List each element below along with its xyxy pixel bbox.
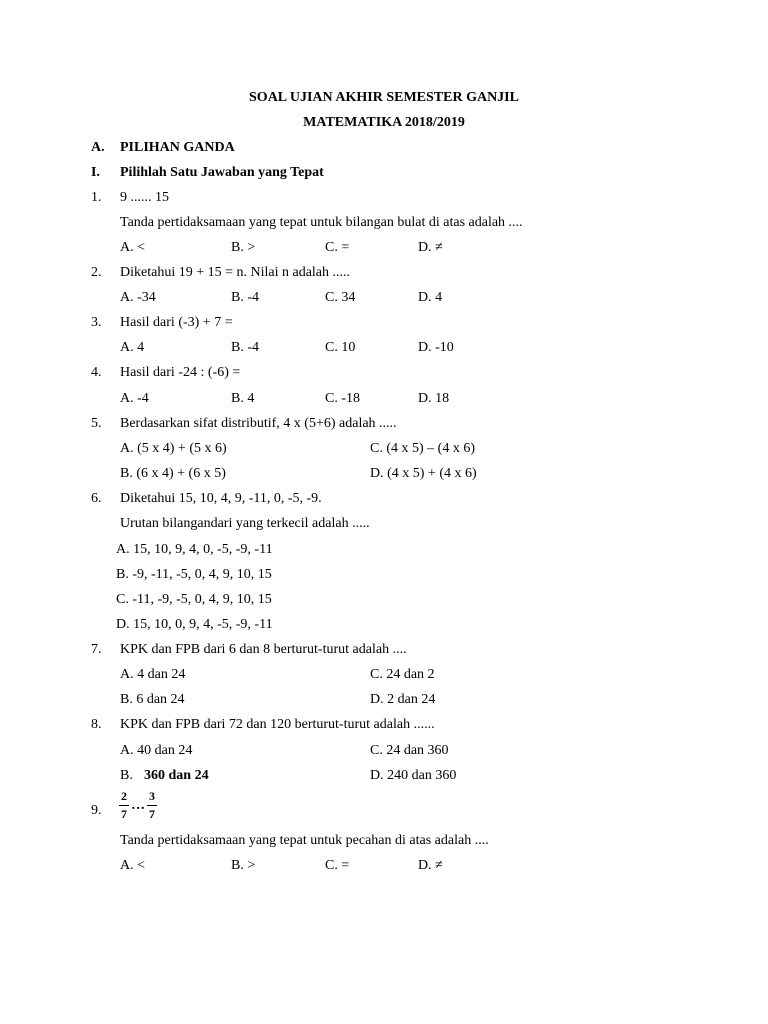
question-text: KPK dan FPB dari 6 dan 8 berturut-turut adalah .... [120,642,407,657]
option-d: D. 15, 10, 0, 9, 4, -5, -9, -11 [116,617,273,632]
option-b: B. -4 [231,290,259,305]
question-text: Tanda pertidaksamaan yang tepat untuk pecahan di atas adalah .... [120,833,489,848]
option-d: D. -10 [418,340,454,355]
option-c: C. 10 [325,340,356,355]
question-text: Diketahui 15, 10, 4, 9, -11, 0, -5, -9. [120,491,322,506]
question-text: Diketahui 19 + 15 = n. Nilai n adalah ..... [120,265,351,280]
option-b: B. > [231,240,256,255]
question-number: 8. [91,717,102,732]
option-d: D. ≠ [418,858,443,873]
option-b: B. -9, -11, -5, 0, 4, 9, 10, 15 [116,567,272,582]
option-c: C. = [325,858,350,873]
option-b: B. > [231,858,256,873]
exam-subtitle: MATEMATIKA 2018/2019 [303,115,465,130]
subsection-roman: I. [91,165,100,180]
exam-title: SOAL UJIAN AKHIR SEMESTER GANJIL [249,90,519,105]
question-number: 2. [91,265,102,280]
question-text: Hasil dari -24 : (-6) = [120,365,241,380]
option-d: D. 4 [418,290,443,305]
question-text: Hasil dari (-3) + 7 = [120,315,233,330]
option-b: B. (6 x 4) + (6 x 5) [120,466,226,481]
question-number: 4. [91,365,102,380]
option-a: A. 4 dan 24 [120,667,186,682]
option-a: A. 40 dan 24 [120,743,193,758]
option-a: A. < [120,240,146,255]
question-number: 1. [91,190,102,205]
question-text: Tanda pertidaksamaan yang tepat untuk bilangan bulat di atas adalah .... [120,215,523,230]
option-c: C. -18 [325,391,360,406]
option-a: A. 15, 10, 9, 4, 0, -5, -9, -11 [116,542,273,557]
option-b-letter: B. [120,768,133,783]
option-c: C. (4 x 5) – (4 x 6) [370,441,475,456]
question-number: 9. [91,803,102,818]
question-text: Berdasarkan sifat distributif, 4 x (5+6) adalah ..... [120,416,397,431]
option-d: D. 2 dan 24 [370,692,436,707]
fraction-right-denominator: 7 [149,807,155,821]
option-b: B. 4 [231,391,255,406]
option-b-answer: 360 dan 24 [144,768,209,783]
option-c: C. = [325,240,350,255]
fraction-left-numerator: 2 [121,789,127,803]
question-number: 6. [91,491,102,506]
subsection-title: Pilihlah Satu Jawaban yang Tepat [120,165,324,180]
question-text: KPK dan FPB dari 72 dan 120 berturut-turut adalah ...... [120,717,435,732]
question-number: 5. [91,416,102,431]
option-c: C. -11, -9, -5, 0, 4, 9, 10, 15 [116,592,272,607]
option-a: A. -4 [120,391,149,406]
option-a: A. 4 [120,340,145,355]
fraction-comparison [119,790,169,826]
option-a: A. < [120,858,146,873]
question-number: 7. [91,642,102,657]
question-text: Urutan bilangandari yang terkecil adalah ..... [120,516,370,531]
option-d: D. ≠ [418,240,443,255]
fraction-left-denominator: 7 [121,807,127,821]
fraction-right-numerator: 3 [149,789,155,803]
option-c: C. 24 dan 360 [370,743,449,758]
option-a: A. (5 x 4) + (5 x 6) [120,441,227,456]
option-d: D. 18 [418,391,450,406]
question-text: 9 ...... 15 [120,190,169,205]
option-b: B. -4 [231,340,259,355]
option-d: D. (4 x 5) + (4 x 6) [370,466,477,481]
fraction-dots: … [131,798,145,813]
option-c: C. 24 dan 2 [370,667,435,682]
question-number: 3. [91,315,102,330]
fraction-left-bar [119,805,129,806]
option-c: C. 34 [325,290,356,305]
section-letter: A. [91,140,105,155]
option-a: A. -34 [120,290,156,305]
section-title: PILIHAN GANDA [120,140,235,155]
option-d: D. 240 dan 360 [370,768,457,783]
option-b: B. 6 dan 24 [120,692,185,707]
fraction-right-bar [147,805,157,806]
